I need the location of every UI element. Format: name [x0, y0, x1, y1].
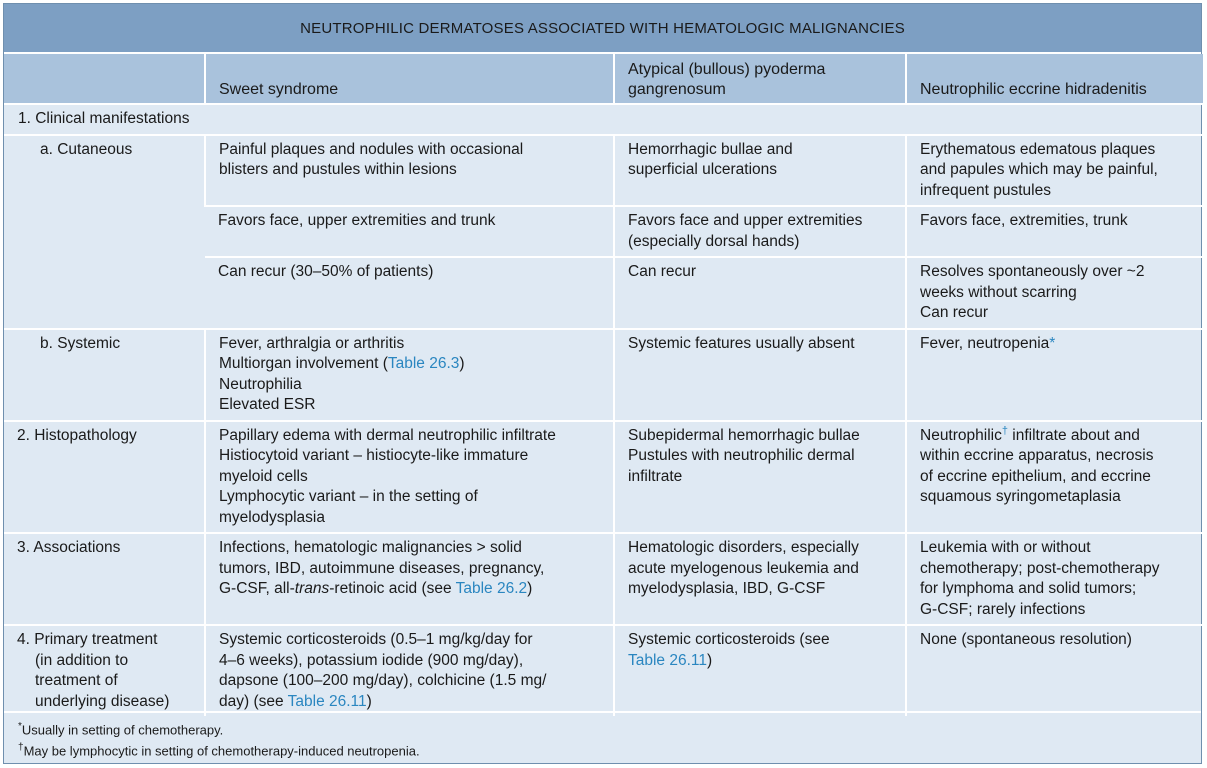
table-row: [4, 625, 1203, 716]
section-label: 1. Clinical manifestations: [4, 104, 1203, 135]
cell: Neutrophilic† infiltrate about and within eccrine apparatus, necrosis of eccrine epithelium, and eccrine squamous syringometaplasia: [906, 421, 1203, 534]
cell: Favors face and upper extremities (especially dorsal hands): [614, 206, 906, 257]
row-label-cutaneous: a. Cutaneous: [4, 135, 205, 329]
table-title: NEUTROPHILIC DERMATOSES ASSOCIATED WITH HEMATOLOGIC MALIGNANCIES: [4, 4, 1201, 54]
cell: Fever, arthralgia or arthritis Multiorgan involvement (Table 26.3) Neutrophilia Elevated ESR: [205, 329, 614, 421]
header-sweet-syndrome: Sweet syndrome: [205, 54, 614, 104]
footnotes: [4, 711, 1201, 763]
header-hidradenitis: Neutrophilic eccrine hidradenitis: [906, 54, 1203, 104]
cell: Systemic corticosteroids (0.5–1 mg/kg/day for 4–6 weeks), potassium iodide (900 mg/day), dapsone (100–200 mg/day), colchicine (1.5 mg/ day) (see Table 26.11): [205, 625, 614, 716]
cell: Infections, hematologic malignancies > solid tumors, IBD, autoimmune diseases, pregnancy, G-CSF, all-trans-retinoic acid (see Table 26.2): [205, 533, 614, 625]
cell: Can recur (30–50% of patients): [205, 257, 614, 329]
cell: Favors face, upper extremities and trunk: [205, 206, 614, 257]
cell: Painful plaques and nodules with occasional blisters and pustules within lesions: [205, 135, 614, 207]
row-label-associations: 3. Associations: [4, 533, 205, 625]
cell: Erythematous edematous plaques and papules which may be painful, infrequent pustules: [906, 135, 1203, 207]
cell: Systemic corticosteroids (see Table 26.11): [614, 625, 906, 716]
table-row: [4, 421, 1203, 534]
section-clinical-manifestations: [4, 104, 1203, 135]
footnote-asterisk-mark[interactable]: *: [1049, 334, 1056, 352]
table-26-11-link[interactable]: Table 26.11: [287, 692, 367, 710]
cell: Hematologic disorders, especially acute myelogenous leukemia and myelodysplasia, IBD, G-CSF: [614, 533, 906, 625]
cell: Can recur: [614, 257, 906, 329]
dermatoses-table: [4, 54, 1203, 716]
cell: Papillary edema with dermal neutrophilic infiltrate Histiocytoid variant – histiocyte-like immature myeloid cells Lymphocytic variant – in the setting of myelodysplasia: [205, 421, 614, 534]
table-26-3-link[interactable]: Table 26.3: [387, 355, 460, 372]
table-frame: [3, 3, 1202, 764]
table-26-11-link[interactable]: Table 26.11: [628, 651, 707, 669]
cell: Fever, neutropenia*: [906, 329, 1203, 421]
header-row: [4, 54, 1203, 104]
cell: Systemic features usually absent: [614, 329, 906, 421]
footnote-1: *Usually in setting of chemotherapy.: [18, 721, 224, 738]
cell: Subepidermal hemorrhagic bullae Pustules with neutrophilic dermal infiltrate: [614, 421, 906, 534]
footnote-2: †May be lymphocytic in setting of chemotherapy-induced neutropenia.: [18, 742, 420, 759]
footnote-dagger-mark[interactable]: †: [1001, 424, 1008, 437]
cell: None (spontaneous resolution): [906, 625, 1203, 716]
row-label-histopathology: 2. Histopathology: [4, 421, 205, 534]
cell: Favors face, extremities, trunk: [906, 206, 1203, 257]
header-pyoderma: Atypical (bullous) pyoderma gangrenosum: [614, 54, 906, 104]
cell: Leukemia with or without chemotherapy; post-chemotherapy for lymphoma and solid tumors; G-CSF; rarely infections: [906, 533, 1203, 625]
row-label-systemic: b. Systemic: [4, 329, 205, 421]
cell: Hemorrhagic bullae and superficial ulcerations: [614, 135, 906, 207]
table-row: [4, 135, 1203, 207]
table-row: [4, 533, 1203, 625]
table-26-2-link[interactable]: Table 26.2: [455, 580, 528, 597]
cell: Resolves spontaneously over ~2 weeks without scarring Can recur: [906, 257, 1203, 329]
header-empty: [4, 54, 205, 104]
row-label-primary-treatment: 4. Primary treatment (in addition to treatment of underlying disease): [4, 625, 205, 716]
table-row: [4, 329, 1203, 421]
